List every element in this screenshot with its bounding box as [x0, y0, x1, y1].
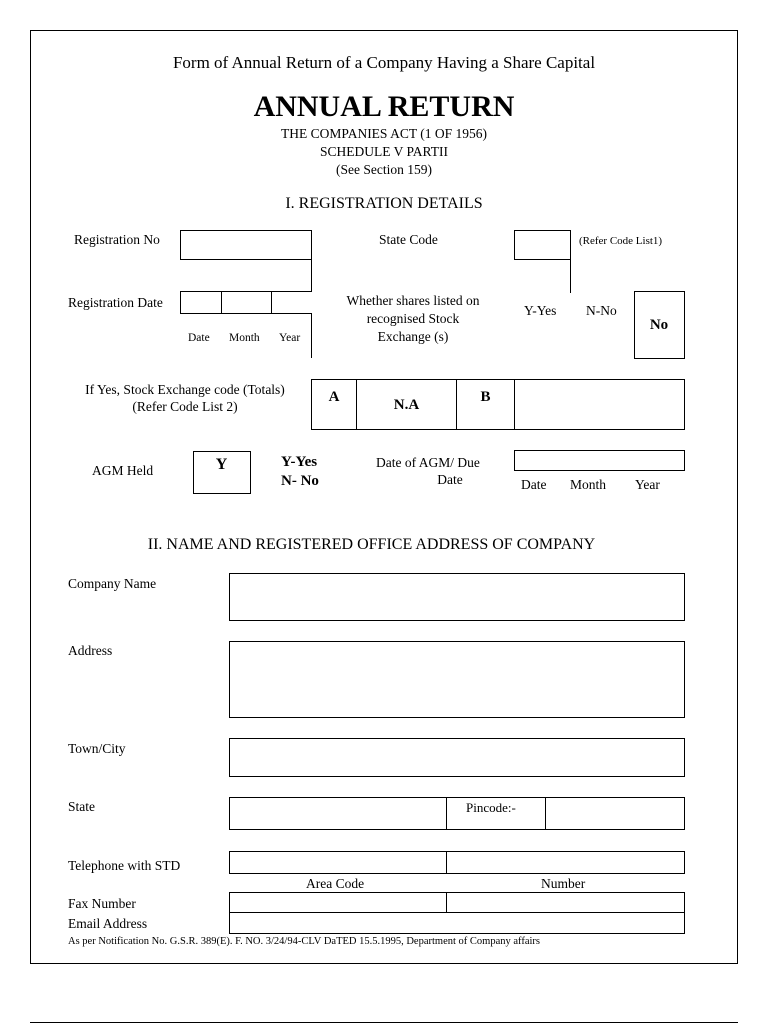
state-code-label: State Code [379, 232, 438, 247]
agm-date-field[interactable] [514, 450, 685, 471]
agm-year-sublabel: Year [635, 477, 660, 492]
stock-exchange-label: (Refer Code List 2) [132, 399, 238, 414]
registration-no-label: Registration No [74, 232, 160, 247]
company-name-label: Company Name [68, 576, 157, 591]
town-field[interactable] [229, 738, 685, 777]
shares-listed-value: No [649, 317, 669, 333]
section2-heading: II. NAME AND REGISTERED OFFICE ADDRESS OF COMPANY [147, 536, 596, 553]
agm-y-yes-label: Y-Yes [281, 454, 318, 470]
code-a-value[interactable]: N.A [393, 397, 420, 413]
agm-date-label: Date of AGM/ Due [376, 455, 480, 470]
registration-date-field[interactable] [180, 291, 312, 314]
section1-heading: I. REGISTRATION DETAILS [285, 195, 483, 212]
agm-month-sublabel: Month [570, 477, 607, 492]
shares-listed-label: recognised Stock [366, 311, 460, 326]
area-code-label: Area Code [306, 876, 365, 891]
cell-divider [446, 851, 447, 874]
code-a-label: A [328, 389, 340, 405]
pincode-label: Pincode:- [466, 800, 516, 815]
shares-listed-label: Whether shares listed on [346, 293, 480, 308]
section-line: (See Section 159) [336, 162, 432, 177]
divider-line [570, 259, 571, 293]
agm-held-value: Y [215, 456, 228, 473]
agm-n-no-label: N- No [281, 473, 319, 489]
state-field[interactable] [229, 797, 685, 830]
state-code-input[interactable] [519, 237, 565, 253]
shares-listed-field[interactable] [634, 291, 685, 359]
email-label: Email Address [68, 916, 148, 931]
refer-code-list1: (Refer Code List1) [579, 235, 663, 247]
schedule-line: SCHEDULE V PARTII [320, 144, 448, 159]
footer-notification: As per Notification No. G.S.R. 389(E). F. NO. 3/24/94-CLV DaTED 15.5.1995, Department of Company affairs [68, 936, 540, 947]
page-title: ANNUAL RETURN [253, 90, 515, 123]
email-field[interactable] [229, 913, 685, 934]
address-label: Address [68, 643, 113, 658]
code-b-input[interactable] [520, 396, 680, 412]
cell-divider [446, 797, 447, 830]
fax-label: Fax Number [68, 896, 136, 911]
number-label: Number [541, 876, 586, 891]
state-code-field[interactable] [514, 230, 571, 260]
registration-no-input[interactable] [185, 237, 305, 253]
registration-no-field[interactable] [180, 230, 312, 260]
agm-held-label: AGM Held [92, 463, 154, 478]
y-yes-label: Y-Yes [524, 303, 557, 318]
n-no-label: N-No [586, 303, 617, 318]
cell-divider [514, 379, 515, 430]
month-divider [271, 291, 272, 314]
year-label: Year [279, 332, 301, 344]
agm-date-label: Date [437, 472, 463, 487]
company-name-field[interactable] [229, 573, 685, 621]
page-divider [30, 1022, 738, 1023]
shares-listed-label: Exchange (s) [377, 329, 449, 344]
stock-exchange-label: If Yes, Stock Exchange code (Totals) [85, 382, 285, 397]
date-divider [221, 291, 222, 314]
fax-field[interactable] [229, 892, 685, 913]
state-label: State [68, 799, 95, 814]
date-label: Date [188, 332, 210, 344]
agm-held-field[interactable] [193, 451, 251, 494]
telephone-label: Telephone with STD [68, 858, 181, 873]
form-title: Form of Annual Return of a Company Having a Share Capital [172, 53, 596, 72]
act-line: THE COMPANIES ACT (1 OF 1956) [281, 126, 487, 141]
agm-date-sublabel: Date [521, 477, 547, 492]
cell-divider [545, 797, 546, 830]
code-b-label: B [480, 389, 491, 405]
cell-divider [446, 892, 447, 913]
telephone-field[interactable] [229, 851, 685, 874]
registration-date-label: Registration Date [68, 295, 163, 310]
address-field[interactable] [229, 641, 685, 718]
town-label: Town/City [68, 741, 126, 756]
month-label: Month [229, 332, 260, 344]
